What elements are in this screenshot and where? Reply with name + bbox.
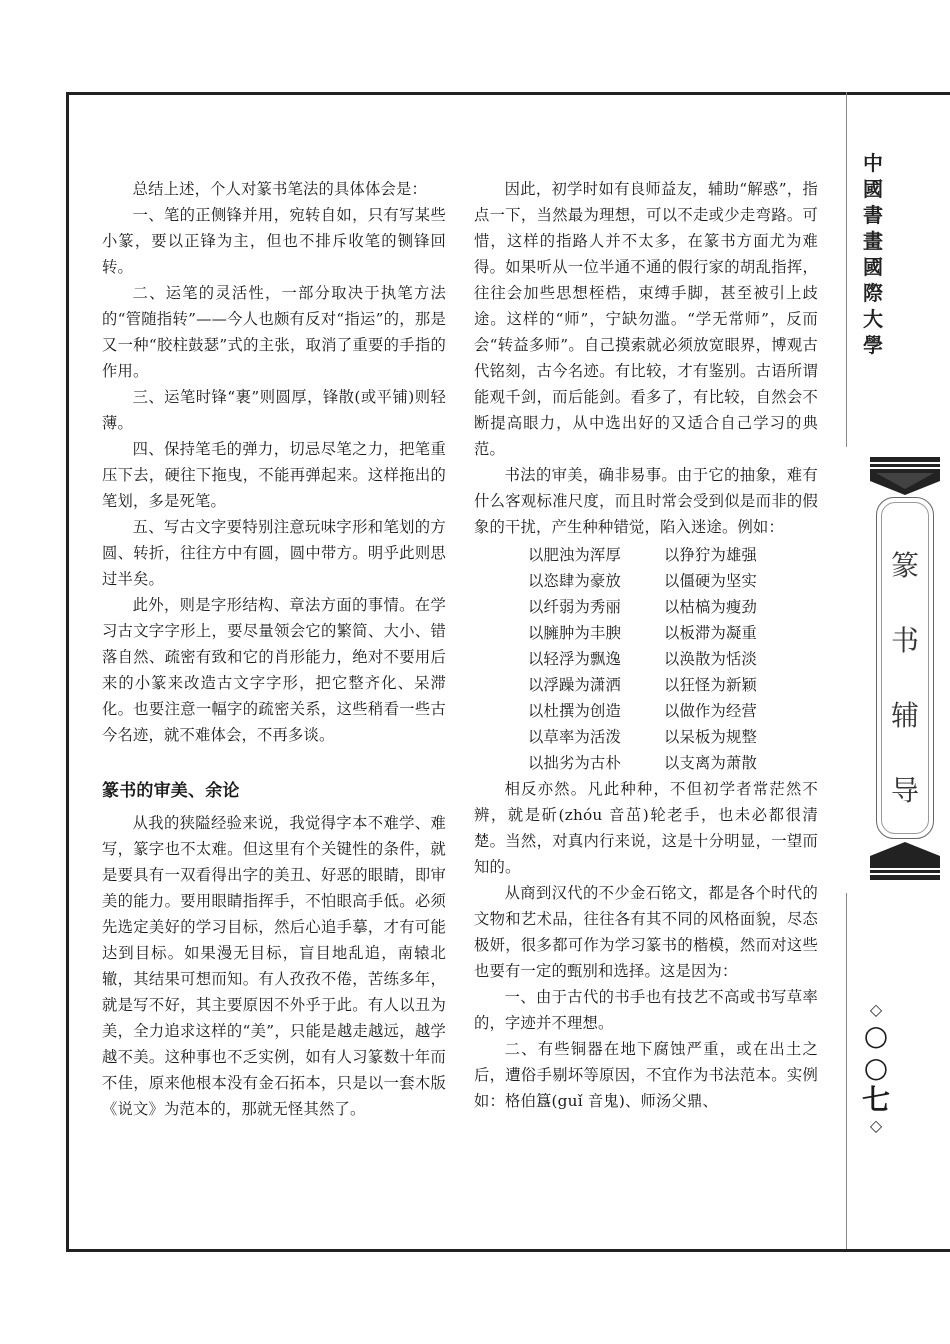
list-item-left: 以浮躁为潇洒 [528, 676, 621, 694]
list-item-right: 以狰狞为雄强 [664, 546, 757, 564]
list-item [474, 724, 818, 750]
paragraph: 一、笔的正侧锋并用，宛转自如，只有写某些小篆，要以正锋为主，但也不排斥收笔的铡锋回转。 [102, 206, 446, 276]
list-item-left: 以轻浮为飘逸 [528, 650, 621, 668]
list-item [474, 594, 818, 620]
list-item [474, 542, 818, 568]
band-divider [846, 893, 847, 1249]
list-item-left: 以恣肆为豪放 [528, 572, 621, 590]
page-number: ◇ ○ ○ 七 ◇ [861, 1000, 890, 1135]
ornament-top-icon [870, 455, 940, 495]
list-item-right: 以枯槁为瘦劲 [664, 598, 757, 616]
university-name: 中 國 書 畫 國 際 大 學 [863, 151, 883, 357]
paragraph: 二、运笔的灵活性，一部分取决于执笔方法的“管随指转”——今人也颇有反对“指运”的，那是又一种“胶柱鼓瑟”式的主张，取消了重要的手指的作用。 [102, 284, 446, 380]
ornament-bottom-icon [870, 842, 940, 882]
right-column [474, 176, 818, 1114]
list-item-right: 以做作为经营 [664, 702, 757, 720]
list-item [474, 620, 818, 646]
list-item [474, 568, 818, 594]
list-item-right: 以僵硬为坚实 [664, 572, 757, 590]
paragraph: 四、保持笔毛的弹力，切忌尽笔之力，把笔重压下去，硬往下拖曳，不能再弹起来。这样拖出的笔划，多是死笔。 [102, 440, 446, 510]
list-item-right: 以支离为萧散 [664, 754, 757, 772]
section-heading: 篆书的审美、余论 [102, 781, 240, 801]
list-item-left: 以拙劣为古朴 [528, 754, 621, 772]
list-item-left: 以纤弱为秀丽 [528, 598, 621, 616]
list-item-left: 以臃肿为丰腴 [528, 624, 621, 642]
list-item [474, 672, 818, 698]
paragraph: 一、由于古代的书手也有技艺不高或书写草率的，字迹并不理想。 [474, 988, 818, 1032]
list-item-left: 以杜撰为创造 [528, 702, 621, 720]
left-column [102, 176, 446, 1122]
list-item-left: 以肥浊为浑厚 [528, 546, 621, 564]
paragraph: 二、有些铜器在地下腐蚀严重，或在出土之后，遭俗手剔坏等原因，不宜作为书法范本。实例如：格伯簋(guǐ 音鬼)、师汤父鼎、 [474, 1040, 818, 1110]
paragraph: 三、运笔时锋“裹”则圆厚，锋散(或平铺)则轻薄。 [102, 388, 446, 432]
book-title: 篆 书 辅 导 [890, 549, 919, 807]
list-item-left: 以草率为活泼 [528, 728, 621, 746]
list-item-right: 以狂怪为新颖 [664, 676, 757, 694]
list-item [474, 698, 818, 724]
paragraph: 书法的审美，确非易事。由于它的抽象，难有什么客观标准尺度，而且时常会受到似是而非的假象的干扰，产生种种错觉，陷入迷途。例如： [474, 466, 818, 536]
contrast-list [474, 542, 818, 776]
list-item-right: 以涣散为恬淡 [664, 650, 757, 668]
paragraph: 从商到汉代的不少金石铭文，都是各个时代的文物和艺术品，往往各有其不同的风格面貌，尽态极妍，很多都可作为学习篆书的楷模，然而对这些也要有一定的甄别和选择。这是因为： [474, 884, 818, 980]
paragraph: 此外，则是字形结构、章法方面的事情。在学习古文字字形上，要尽量领会它的繁简、大小、错落自然、疏密有致和它的肖形能力，绝对不要用后来的小篆来改造古文字字形，把它整齐化、呆滞化。也要注意一幅字的疏密关系，这些稍看一些古今名迹，就不难体会，不再多谈。 [102, 596, 446, 744]
paragraph: 相反亦然。凡此种种，不但初学者常茫然不辨，就是斫(zhóu 音茁)轮老手，也未必都很清楚。当然，对真内行来说，这是十分明显，一望而知的。 [474, 780, 818, 876]
paragraph: 因此，初学时如有良师益友，辅助“解惑”，指点一下，当然最为理想，可以不走或少走弯路。可惜，这样的指路人并不太多，在篆书方面尤为难得。如果听从一位半通不通的假行家的胡乱指挥，往往会加些思想桎梏，束缚手脚，甚至被引上歧途。这样的“师”，宁缺勿滥。“学无常师”，反而会“转益多师”。自己摸索就必须放宽眼界，博观古代铭刻，古今名迹。有比较，才有鉴别。古语所谓能观千剑，而后能剑。看多了，有比较，自然会不断提高眼力，从中选出好的又适合自己学习的典范。 [474, 180, 818, 458]
band-divider [846, 92, 847, 447]
paragraph: 总结上述，个人对篆书笔法的具体体会是： [132, 180, 428, 198]
list-item-right: 以呆板为规整 [664, 728, 757, 746]
paragraph: 从我的狭隘经验来说，我觉得字本不难学、难写，篆字也不太难。但这里有个关键性的条件，就是要具有一双看得出字的美丑、好恶的眼睛，即审美的能力。要用眼睛指挥手，不怕眼高手低。必须先选定美好的学习目标，然后心追手摹，才有可能达到目标。如果漫无目标，盲目地乱追，南辕北辙，其结果可想而知。有人孜孜不倦，苦练多年，就是写不好，其主要原因不外乎于此。有人以丑为美，全力追求这样的“美”，只能是越走越远，越学越不美。这种事也不乏实例，如有人习篆数十年而不佳，原来他根本没有金石拓本，只是以一套木版《说文》为范本的，那就无怪其然了。 [102, 814, 446, 1118]
list-item [474, 646, 818, 672]
list-item [474, 750, 818, 776]
list-item-right: 以板滞为凝重 [664, 624, 757, 642]
paragraph: 五、写古文字要特别注意玩味字形和笔划的方圆、转折，往往方中有圆，圆中带方。明乎此则思过半矣。 [102, 518, 446, 588]
